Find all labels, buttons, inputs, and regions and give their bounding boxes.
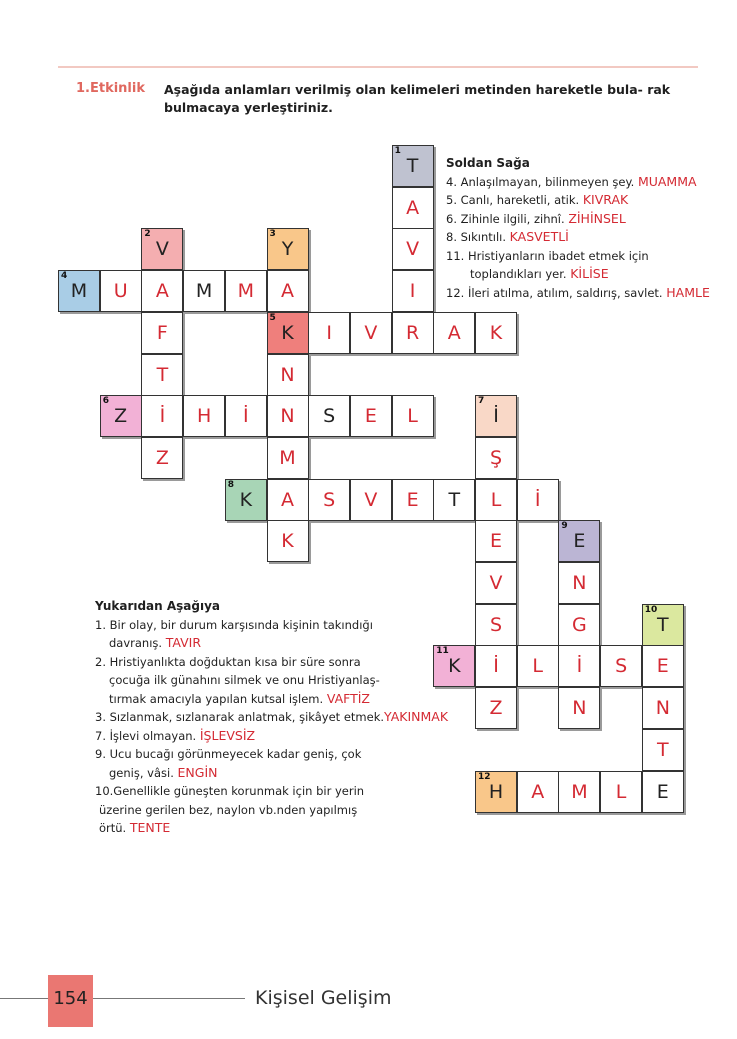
book-title: Kişisel Gelişim xyxy=(255,987,392,1009)
crossword-cell[interactable] xyxy=(558,687,600,729)
crossword-cell[interactable] xyxy=(642,729,684,771)
across-title: Soldan Sağa xyxy=(446,156,530,170)
cell-letter: E xyxy=(364,405,377,428)
cell-letter: S xyxy=(323,488,336,511)
cell-letter: L xyxy=(407,405,418,428)
crossword-cell[interactable] xyxy=(58,270,100,312)
crossword-cell[interactable] xyxy=(392,479,434,521)
cell-number: 11 xyxy=(436,646,449,657)
crossword-cell[interactable] xyxy=(183,395,225,437)
crossword-cell[interactable] xyxy=(475,312,517,354)
across-clue: 11. Hristiyanların ibadet etmek için xyxy=(446,248,649,263)
across-clues xyxy=(446,155,736,302)
cell-number: 9 xyxy=(561,521,568,532)
crossword-cell[interactable] xyxy=(183,270,225,312)
cell-letter: K xyxy=(489,321,503,344)
cell-number: 5 xyxy=(269,312,276,323)
cell-letter: K xyxy=(281,530,294,553)
crossword-cell[interactable] xyxy=(517,645,559,687)
cell-letter: İ xyxy=(576,655,583,678)
cell-number: 12 xyxy=(478,771,491,782)
cell-letter: S xyxy=(323,405,336,428)
cell-letter: A xyxy=(406,196,420,219)
crossword-cell[interactable] xyxy=(100,395,142,437)
cell-letter: S xyxy=(489,613,503,636)
across-clue: 12. İleri atılma, atılım, saldırış, savlet. HAMLE xyxy=(446,284,710,300)
cell-letter: V xyxy=(155,238,169,261)
cell-letter: M xyxy=(195,280,213,303)
cell-letter: H xyxy=(196,405,212,428)
crossword-cell[interactable] xyxy=(558,520,600,562)
cell-number: 4 xyxy=(61,271,68,282)
cell-letter: E xyxy=(656,780,669,803)
down-clue: 2. Hristiyanlıkta doğduktan kısa bir süre sonra xyxy=(95,654,361,669)
crossword-cell[interactable] xyxy=(225,270,267,312)
crossword-cell[interactable] xyxy=(475,520,517,562)
cell-letter: N xyxy=(572,697,587,720)
cell-letter: G xyxy=(572,613,587,636)
crossword-cell[interactable] xyxy=(141,228,183,270)
cell-letter: K xyxy=(239,488,253,511)
cell-letter: R xyxy=(405,321,420,344)
crossword-cell[interactable] xyxy=(475,479,517,521)
cell-letter: L xyxy=(532,655,543,678)
crossword-cell[interactable] xyxy=(350,395,392,437)
cell-letter: M xyxy=(70,280,88,303)
crossword-cell[interactable] xyxy=(392,187,434,229)
cell-letter: N xyxy=(280,405,295,428)
crossword-cell[interactable] xyxy=(517,479,559,521)
crossword-cell[interactable] xyxy=(392,145,434,187)
cell-letter: I xyxy=(409,280,416,303)
down-clue: tırmak amacıyla yapılan kutsal işlem. VAFTİZ xyxy=(109,690,370,706)
footer-divider xyxy=(0,998,245,999)
cell-letter: İ xyxy=(493,655,499,678)
down-clue: çocuğa ilk günahını silmek ve onu Hristiyanlaş- xyxy=(109,673,380,687)
cell-letter: E xyxy=(573,530,586,553)
crossword-cell[interactable] xyxy=(517,771,559,813)
crossword-cell[interactable] xyxy=(100,270,142,312)
crossword-cell[interactable] xyxy=(267,395,309,437)
down-clues xyxy=(95,598,495,838)
cell-letter: S xyxy=(615,655,628,678)
crossword-cell[interactable] xyxy=(600,771,642,813)
cell-letter: M xyxy=(571,780,588,803)
crossword-cell[interactable] xyxy=(642,604,684,646)
cell-letter: V xyxy=(489,572,503,594)
crossword-cell[interactable] xyxy=(392,395,434,437)
down-clue: davranış. TAVIR xyxy=(109,635,202,650)
down-clue: örtü. TENTE xyxy=(99,820,171,835)
cell-number: 6 xyxy=(102,396,109,407)
activity-instruction: Aşağıda anlamları verilmiş olan kelimeleri metinden hareketle bulа- rak bulmacaya yerleştiriniz. xyxy=(164,82,671,115)
crossword-cell[interactable] xyxy=(433,312,475,354)
crossword-cell[interactable] xyxy=(558,645,600,687)
cell-letter: Ş xyxy=(489,446,503,469)
cell-letter: F xyxy=(156,321,168,344)
across-clue: 5. Canlı, hareketli, atik. KIVRAK xyxy=(446,192,629,207)
crossword-cell[interactable] xyxy=(141,270,183,312)
cell-letter: T xyxy=(656,738,669,761)
cell-letter: Z xyxy=(114,405,128,428)
crossword-cell[interactable] xyxy=(267,354,309,396)
down-clue: 1. Bir olay, bir durum karşısında kişinin takındığı xyxy=(95,617,373,632)
cell-letter: E xyxy=(489,530,502,553)
crossword-cell[interactable] xyxy=(392,228,434,270)
down-clue: 3. Sızlanmak, sızlanarak anlatmak, şikâyet etmek.YAKINMAK xyxy=(95,709,449,724)
cell-number: 10 xyxy=(644,604,658,615)
down-clue: 9. Ucu bucağı görünmeyecek kadar geniş, çok xyxy=(95,747,362,761)
cell-letter: İ xyxy=(159,405,166,428)
down-clue: geniş, vâsi. ENGİN xyxy=(109,764,218,780)
crossword-cell[interactable] xyxy=(642,771,684,813)
crossword-cell[interactable] xyxy=(308,395,350,437)
cell-letter: A xyxy=(447,321,461,344)
crossword-cell[interactable] xyxy=(141,395,183,437)
cell-letter: Z xyxy=(489,697,503,720)
cell-number: 1 xyxy=(394,146,401,156)
cell-number: 2 xyxy=(144,229,151,240)
cell-letter: A xyxy=(281,488,294,511)
crossword-cell[interactable] xyxy=(267,520,309,562)
crossword-cell[interactable] xyxy=(141,312,183,354)
cell-letter: İ xyxy=(242,405,249,428)
cell-letter: A xyxy=(281,280,294,303)
cell-letter: A xyxy=(155,280,169,303)
cell-letter: L xyxy=(490,488,502,511)
cell-letter: Z xyxy=(155,446,169,469)
cell-letter: T xyxy=(448,488,461,511)
crossword-cell[interactable] xyxy=(225,395,267,437)
down-clue: 10.Genellikle güneşten korunmak için bir yerin xyxy=(95,784,365,798)
crossword-cell[interactable] xyxy=(600,645,642,687)
cell-letter: İ xyxy=(493,405,499,428)
page-number: 154 xyxy=(53,988,88,1009)
crossword-cell[interactable] xyxy=(433,479,475,521)
cell-letter: Y xyxy=(281,238,294,261)
crossword-cell[interactable] xyxy=(350,479,392,521)
crossword-cell[interactable] xyxy=(392,312,434,354)
crossword-cell[interactable] xyxy=(558,771,600,813)
cell-letter: T xyxy=(656,613,669,636)
crossword-cell[interactable] xyxy=(558,604,600,646)
across-clue: 8. Sıkıntılı. KASVETLİ xyxy=(446,229,569,244)
cell-letter: İ xyxy=(534,488,541,511)
cell-letter: H xyxy=(488,780,504,803)
cell-letter: K xyxy=(281,321,294,344)
crossword-cell[interactable] xyxy=(267,312,309,354)
across-clue: toplandıkları yer. KİLİSE xyxy=(470,266,609,281)
crossword-cell[interactable] xyxy=(267,479,309,521)
crossword-cell[interactable] xyxy=(141,437,183,479)
crossword-cell[interactable] xyxy=(392,270,434,312)
cell-letter: E xyxy=(656,655,669,678)
crossword-cell[interactable] xyxy=(308,312,350,354)
cell-letter: T xyxy=(406,155,419,177)
crossword-cell[interactable] xyxy=(267,228,309,270)
cell-letter: M xyxy=(279,446,296,469)
crossword-cell[interactable] xyxy=(558,562,600,604)
cell-letter: E xyxy=(406,488,419,511)
cell-letter: K xyxy=(448,655,461,678)
cell-letter: V xyxy=(364,321,378,344)
crossword-cell[interactable] xyxy=(350,312,392,354)
crossword-cell[interactable] xyxy=(225,479,267,521)
cell-letter: M xyxy=(237,280,254,303)
page-footer xyxy=(0,975,737,1025)
crossword-cell[interactable] xyxy=(267,437,309,479)
crossword-cell[interactable] xyxy=(642,687,684,729)
crossword-cell[interactable] xyxy=(475,395,517,437)
cell-number: 8 xyxy=(227,479,235,490)
across-clue: 4. Anlaşılmayan, bilinmeyen şey. MUAMMA xyxy=(446,173,697,189)
cell-letter: T xyxy=(156,363,169,386)
crossword-cell[interactable] xyxy=(308,479,350,521)
across-clue: 6. Zihinle ilgili, zihnî. ZİHİNSEL xyxy=(446,210,626,226)
cell-number: 7 xyxy=(478,396,485,407)
down-title: Yukarıdan Aşağıya xyxy=(95,599,221,613)
down-clue: üzerine gerilen bez, naylon vb.nden yapılmış xyxy=(99,802,358,817)
activity-label: 1.Etkinlik xyxy=(76,81,145,96)
crossword-cell[interactable] xyxy=(267,270,309,312)
cell-letter: L xyxy=(615,780,627,803)
cell-letter: N xyxy=(655,697,670,720)
cell-letter: V xyxy=(364,488,378,511)
cell-letter: N xyxy=(572,572,587,594)
cell-number: 3 xyxy=(269,229,276,240)
crossword-cell[interactable] xyxy=(642,645,684,687)
crossword-cell[interactable] xyxy=(475,437,517,479)
cell-letter: I xyxy=(326,321,332,344)
crossword-cell[interactable] xyxy=(141,354,183,396)
cell-letter: V xyxy=(406,238,420,261)
cell-letter: N xyxy=(280,363,295,386)
cell-letter: U xyxy=(113,280,128,303)
down-clue: 7. İşlevi olmayan. İŞLEVSİZ xyxy=(95,727,256,743)
cell-letter: A xyxy=(531,780,545,803)
